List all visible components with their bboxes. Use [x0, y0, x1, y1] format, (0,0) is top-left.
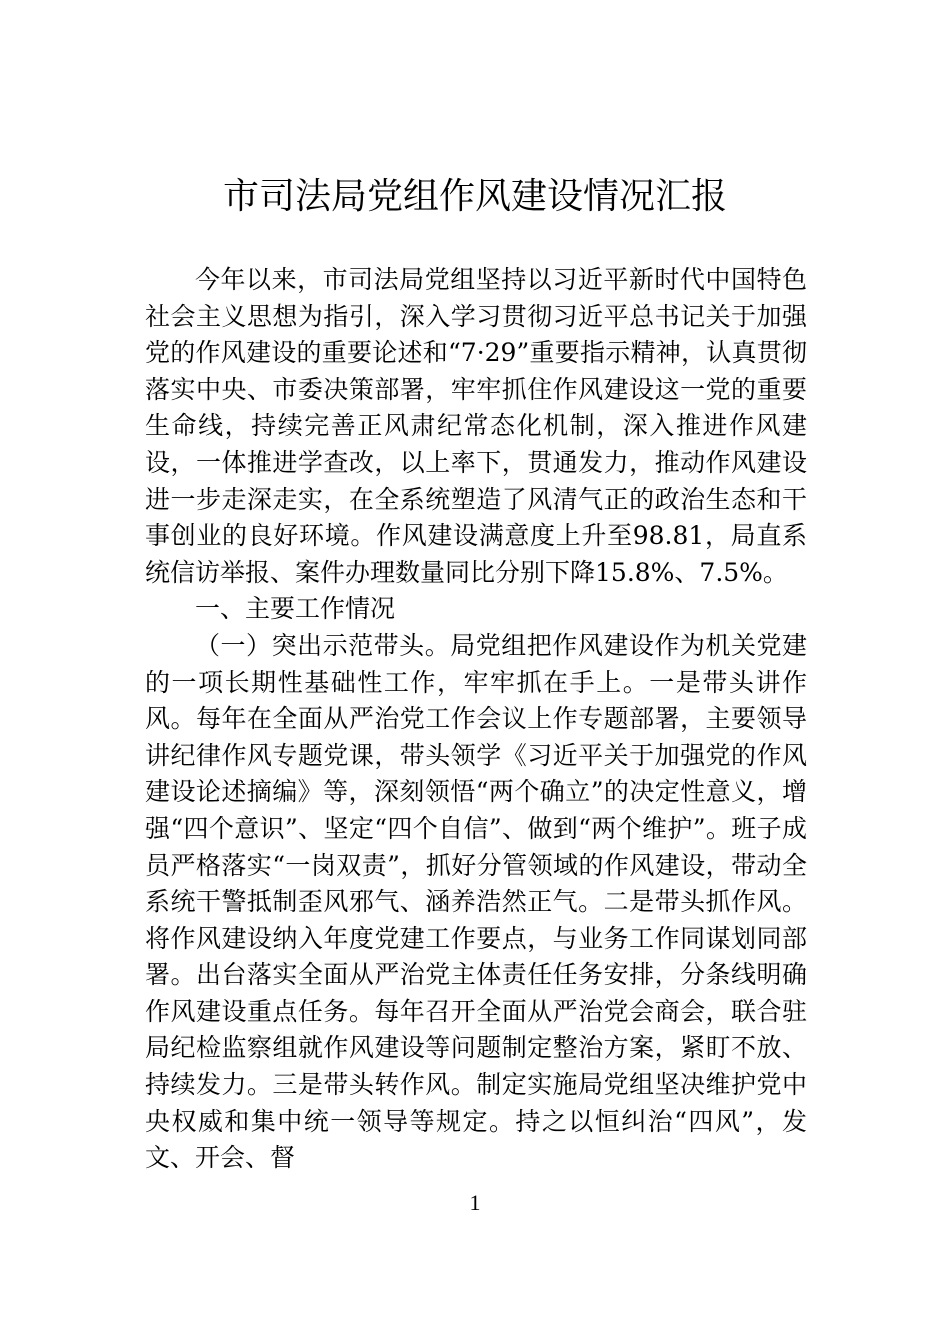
page-number: 1: [469, 1190, 481, 1215]
document-body: [145, 262, 807, 1177]
document-title: 市司法局党组作风建设情况汇报: [222, 176, 727, 217]
section-heading-main-work: 一、主要工作情况: [195, 594, 396, 624]
intro-paragraph: 今年以来，市司法局党组坚持以习近平新时代中国特色社会主义思想为指引，深入学习贯彻习近平总书记关于加强党的作风建设的重要论述和“7·29”重要指示精神，认真贯彻落实中央、市委决策部署，牢牢抓住作风建设这一党的重要生命线，持续完善正风肃纪常态化机制，深入推进作风建设，一体推进学查改，以上率下，贯通发力，推动作风建设进一步走深走实，在全系统塑造了风清气正的政治生态和干事创业的良好环境。作风建设满意度上升至98.81，局直系统信访举报、案件办理数量同比分别下降15.8%、7.5%。: [145, 265, 807, 587]
subsection-paragraph-demonstration: （一）突出示范带头。局党组把作风建设作为机关党建的一项长期性基础性工作，牢牢抓在手上。一是带头讲作风。每年在全面从严治党工作会议上作专题部署，主要领导讲纪律作风专题党课，带头领学《习近平关于加强党的作风建设论述摘编》等，深刻领悟“两个确立”的决定性意义，增强“四个意识”、坚定“四个自信”、做到“两个维护”。班子成员严格落实“一岗双责”，抓好分管领域的作风建设，带动全系统干警抵制歪风邪气、涵养浩然正气。二是带头抓作风。将作风建设纳入年度党建工作要点，与业务工作同谋划同部署。出台落实全面从严治党主体责任任务安排，分条线明确作风建设重点任务。每年召开全面从严治党会商会，联合驻局纪检监察组就作风建设等问题制定整治方案，紧盯不放、持续发力。三是带头转作风。制定实施局党组坚决维护党中央权威和集中统一领导等规定。持之以恒纠治“四风”，发文、开会、督: [145, 630, 807, 1173]
